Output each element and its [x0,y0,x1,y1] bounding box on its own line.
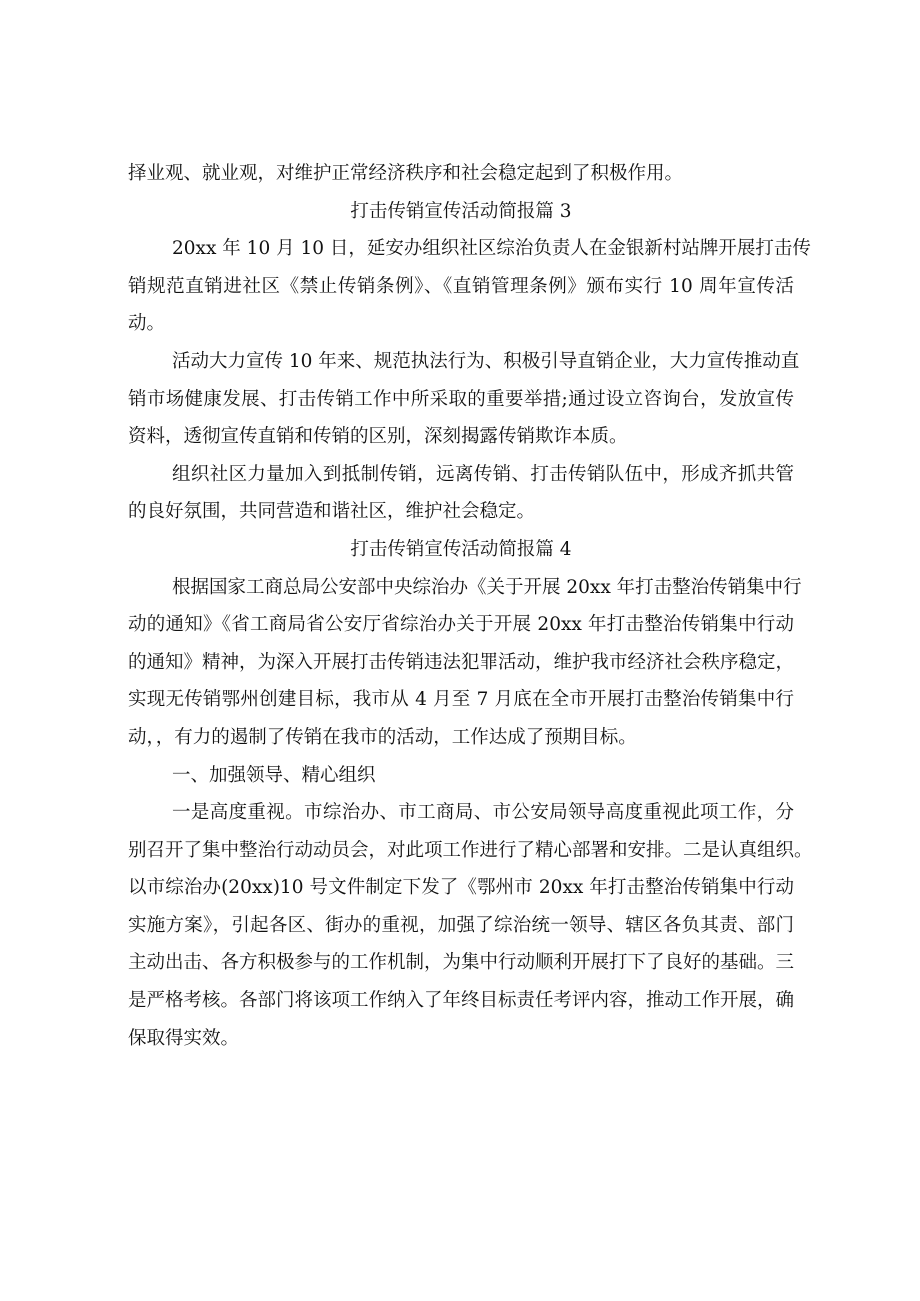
paragraph-line: 根据国家工商总局公安部中央综治办《关于开展 20xx 年打击整治传销集中行 [172,576,802,598]
paragraph-line: 动，，有力的遏制了传销在我市的活动，工作达成了预期目标。 [128,726,637,748]
section-heading: 打击传销宣传活动简报篇 4 [350,538,572,560]
paragraph-line: 是严格考核。各部门将该项工作纳入了年终目标责任考评内容，推动工作开展，确 [128,990,795,1012]
paragraph-line: 动。 [128,313,166,335]
paragraph-line: 组织社区力量加入到抵制传销，远离传销、打击传销队伍中，形成齐抓共管 [172,463,794,485]
paragraph-line: 资料，透彻宣传直销和传销的区别，深刻揭露传销欺诈本质。 [128,426,628,448]
paragraph-line: 择业观、就业观，对维护正常经济秩序和社会稳定起到了积极作用。 [128,163,684,184]
paragraph-line: 的通知》精神，为深入开展打击传销违法犯罪活动，维护我市经济社会秩序稳定， [128,651,795,673]
paragraph-line: 销规范直销进社区《禁止传销条例》、《直销管理条例》颁布实行 10 周年宣传活 [128,275,794,297]
document-page [128,155,813,1057]
paragraph-line: 主动出击、各方积极参与的工作机制，为集中行动顺利开展打下了良好的基础。三 [128,952,795,974]
paragraph-line: 活动大力宣传 10 年来、规范执法行为、积极引导直销企业，大力宣传推动直 [172,350,800,372]
paragraph-line: 以市综治办(20xx)10 号文件制定下发了《鄂州市 20xx 年打击整治传销集中行动 [128,877,794,899]
paragraph-line: 的良好氛围，共同营造和谐社区，维护社会稳定。 [128,501,536,523]
section-heading: 打击传销宣传活动简报篇 3 [350,200,572,222]
paragraph-line: 保取得实效。 [128,1027,240,1049]
paragraph-line: 一是高度重视。市综治办、市工商局、市公安局领导高度重视此项工作，分 [172,802,794,824]
subsection-heading: 一、加强领导、精心组织 [172,764,376,786]
paragraph-line: 实现无传销鄂州创建目标，我市从 4 月至 7 月底在全市开展打击整治传销集中行 [128,689,794,711]
paragraph-line: 实施方案》，引起各区、街办的重视，加强了综治统一领导、辖区各负其责、部门 [128,914,794,936]
paragraph-line: 别召开了集中整治行动动员会，对此项工作进行了精心部署和安排。二是认真组织。 [128,839,813,861]
paragraph-line: 动的通知》《省工商局省公安厅省综治办关于开展 20xx 年打击整治传销集中行动 [128,614,794,636]
paragraph-line: 20xx 年 10 月 10 日，延安办组织社区综治负责人在金银新村站牌开展打击传 [172,238,811,260]
paragraph-line: 销市场健康发展、打击传销工作中所采取的重要举措;通过设立咨询台，发放宣传 [128,388,794,410]
